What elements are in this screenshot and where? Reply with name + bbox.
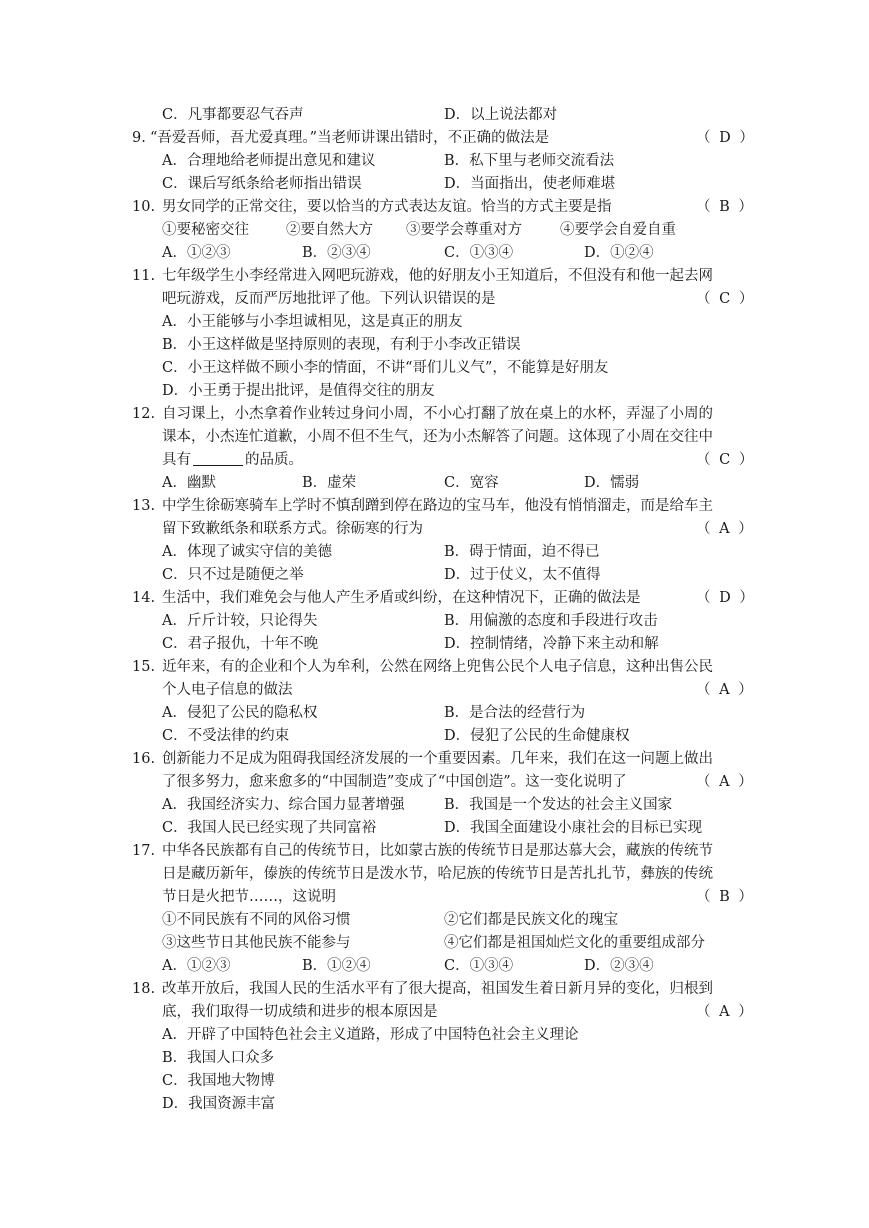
q11-option-a-line — [0, 311, 869, 333]
q14-options-cd — [0, 633, 869, 655]
q16-option-a: A．我国经济实力、综合国力显著增强 — [162, 797, 405, 813]
q12-stem-line-3 — [0, 449, 869, 471]
q16-stem-line-1 — [0, 748, 869, 770]
q15-options-ab — [0, 702, 869, 724]
q11-stem-line-2 — [0, 288, 869, 310]
q12-option-a: A．幽默 — [162, 475, 216, 491]
q10-item-2: ②要自然大方 — [286, 222, 373, 238]
q12-number: 12. — [132, 406, 156, 422]
q15-number: 15. — [132, 659, 156, 675]
q17-item-3: ③这些节日其他民族不能参与 — [162, 935, 351, 951]
q8-options-cd — [0, 104, 869, 126]
q13-answer: （ A ） — [696, 521, 755, 537]
q10-options — [0, 242, 869, 264]
q16-options-cd — [0, 817, 869, 839]
q17-item-1: ①不同民族有不同的风俗习惯 — [162, 912, 351, 928]
q15-stem-text-2: 个人电子信息的做法 — [162, 682, 293, 698]
q8-option-d: D．以上说法都对 — [444, 107, 558, 123]
q15-options-cd — [0, 725, 869, 747]
q11-stem-text-1: 七年级学生小李经常进入网吧玩游戏，他的好朋友小王知道后，不但没有和他一起去网 — [162, 268, 713, 284]
q11-option-b-line — [0, 334, 869, 356]
q15-stem-line-2 — [0, 679, 869, 701]
q15-stem-line-1 — [0, 656, 869, 678]
q17-stem-line-3 — [0, 886, 869, 908]
q16-number: 16. — [132, 751, 156, 767]
q16-stem-line-2 — [0, 771, 869, 793]
q14-number: 14. — [132, 590, 156, 606]
q9-option-d: D．当面指出，使老师难堪 — [444, 176, 616, 192]
q11-stem-text-2: 吧玩游戏，反而严厉地批评了他。下列认识错误的是 — [162, 291, 496, 307]
q11-option-b: B．小王这样做是坚持原则的表现，有利于小李改正错误 — [162, 337, 521, 353]
q15-option-a: A．侵犯了公民的隐私权 — [162, 705, 318, 721]
q13-stem-text-1: 中学生徐砺寒骑车上学时不慎刮蹭到停在路边的宝马车，他没有悄悄溜走，而是给车主 — [162, 498, 713, 514]
q12-answer: （ C ） — [696, 452, 756, 468]
q10-answer: （ B ） — [696, 199, 755, 215]
q17-stem-text-1: 中华各民族都有自己的传统节日，比如蒙古族的传统节日是那达慕大会，藏族的传统节 — [162, 843, 713, 859]
q11-stem-line-1 — [0, 265, 869, 287]
q18-option-d: D．我国资源丰富 — [162, 1096, 276, 1112]
q11-number: 11. — [132, 268, 156, 284]
q18-option-d-line — [0, 1093, 869, 1115]
q17-stem-text-2: 日是藏历新年，傣族的传统节日是泼水节，哈尼族的传统节日是苦扎扎节，彝族的传统 — [162, 866, 713, 882]
q9-options-cd — [0, 173, 869, 195]
q13-option-d: D．过于仗义，太不值得 — [444, 567, 601, 583]
q10-item-1: ①要秘密交往 — [162, 222, 249, 238]
q17-options — [0, 955, 869, 977]
q9-stem — [0, 127, 869, 149]
q16-stem-text-2: 了很多努力，愈来愈多的“中国制造”变成了“中国创造”。这一变化说明了 — [162, 774, 627, 790]
q14-option-d: D．控制情绪，冷静下来主动和解 — [444, 636, 659, 652]
q12-stem-line-2 — [0, 426, 869, 448]
q18-stem-text-2: 底，我们取得一切成绩和进步的根本原因是 — [162, 1004, 438, 1020]
q9-option-a: A．合理地给老师提出意见和建议 — [162, 153, 376, 169]
q11-option-a: A．小王能够与小李坦诚相见，这是真正的朋友 — [162, 314, 463, 330]
q12-options — [0, 472, 869, 494]
q18-stem-line-2 — [0, 1001, 869, 1023]
q12-stem-text-2: 课本，小杰连忙道歉，小周不但不生气，还为小杰解答了问题。这体现了小周在交往中 — [162, 429, 713, 445]
q10-item-4: ④要学会自爱自重 — [560, 222, 676, 238]
q18-option-b-line — [0, 1047, 869, 1069]
q11-option-d: D．小王勇于提出批评，是值得交往的朋友 — [162, 383, 435, 399]
q9-options-ab — [0, 150, 869, 172]
q9-number: 9. — [132, 130, 146, 146]
q10-option-b: B．②③④ — [302, 245, 371, 261]
q12-stem-text-3b: 的品质。 — [245, 452, 303, 468]
q17-stem-line-1 — [0, 840, 869, 862]
q11-option-d-line — [0, 380, 869, 402]
q13-number: 13. — [132, 498, 156, 514]
q14-stem-text: 生活中，我们难免会与他人产生矛盾或纠纷，在这种情况下，正确的做法是 — [162, 590, 641, 606]
q16-stem-text-1: 创新能力不足成为阻碍我国经济发展的一个重要因素。几年来，我们在这一问题上做出 — [162, 751, 713, 767]
q11-option-c: C．小王这样做不顾小李的情面，不讲“哥们儿义气”，不能算是好朋友 — [162, 360, 609, 376]
q17-items-34 — [0, 932, 869, 954]
q13-stem-line-1 — [0, 495, 869, 517]
q17-option-d: D．②③④ — [584, 958, 654, 974]
q18-answer: （ A ） — [696, 1004, 755, 1020]
q14-answer: （ D ） — [696, 590, 756, 606]
q13-option-a: A．体现了诚实守信的美德 — [162, 544, 332, 560]
q10-stem-text: 男女同学的正常交往，要以恰当的方式表达友谊。恰当的方式主要是指 — [162, 199, 612, 215]
q18-option-b: B．我国人口众多 — [162, 1050, 275, 1066]
q17-answer: （ B ） — [696, 889, 755, 905]
q17-option-c: C．①③④ — [444, 958, 514, 974]
q16-option-c: C．我国人民已经实现了共同富裕 — [162, 820, 377, 836]
q11-answer: （ C ） — [696, 291, 756, 307]
q18-option-a-line — [0, 1024, 869, 1046]
q16-option-b: B．我国是一个发达的社会主义国家 — [444, 797, 673, 813]
q14-stem — [0, 587, 869, 609]
q13-options-cd — [0, 564, 869, 586]
q14-option-a: A．斤斤计较，只论得失 — [162, 613, 318, 629]
q13-options-ab — [0, 541, 869, 563]
q18-stem-text-1: 改革开放后，我国人民的生活水平有了很大提高，祖国发生着日新月异的变化，归根到 — [162, 981, 713, 997]
q9-option-b: B．私下里与老师交流看法 — [444, 153, 615, 169]
q10-option-c: C．①③④ — [444, 245, 514, 261]
q12-fill-blank — [193, 451, 243, 466]
q12-stem-line-1 — [0, 403, 869, 425]
q13-option-c: C．只不过是随便之举 — [162, 567, 304, 583]
q14-option-c: C．君子报仇，十年不晚 — [162, 636, 319, 652]
q13-stem-text-2: 留下致歉纸条和联系方式。徐砺寒的行为 — [162, 521, 423, 537]
q13-stem-line-2 — [0, 518, 869, 540]
q18-stem-line-1 — [0, 978, 869, 1000]
q17-stem-line-2 — [0, 863, 869, 885]
q17-item-4: ④它们都是祖国灿烂文化的重要组成部分 — [444, 935, 705, 951]
q18-option-a: A．开辟了中国特色社会主义道路，形成了中国特色社会主义理论 — [162, 1027, 579, 1043]
q15-option-b: B．是合法的经营行为 — [444, 705, 586, 721]
q10-option-d: D．①②④ — [584, 245, 654, 261]
q18-option-c: C．我国地大物博 — [162, 1073, 275, 1089]
q10-items — [0, 219, 869, 241]
q11-option-c-line — [0, 357, 869, 379]
q10-option-a: A．①②③ — [162, 245, 231, 261]
q9-option-c: C．课后写纸条给老师指出错误 — [162, 176, 362, 192]
q17-option-b: B．①②④ — [302, 958, 371, 974]
q10-number: 10. — [132, 199, 156, 215]
q15-stem-text-1: 近年来，有的企业和个人为牟利，公然在网络上兜售公民个人电子信息，这种出售公民 — [162, 659, 713, 675]
q15-option-c: C．不受法律的约束 — [162, 728, 290, 744]
q12-option-b: B．虚荣 — [302, 475, 357, 491]
q17-item-2: ②它们都是民族文化的瑰宝 — [444, 912, 618, 928]
q15-option-d: D．侵犯了公民的生命健康权 — [444, 728, 630, 744]
q15-answer: （ A ） — [696, 682, 755, 698]
q10-stem — [0, 196, 869, 218]
q12-stem-text-1: 自习课上，小杰拿着作业转过身问小周，不小心打翻了放在桌上的水杯，弄湿了小周的 — [162, 406, 713, 422]
q10-item-3: ③要学会尊重对方 — [406, 222, 522, 238]
q16-options-ab — [0, 794, 869, 816]
q14-option-b: B．用偏激的态度和手段进行攻击 — [444, 613, 658, 629]
q9-stem-text: “吾爱吾师，吾尤爱真理。”当老师讲课出错时，不正确的做法是 — [150, 130, 550, 146]
q12-option-d: D．懦弱 — [584, 475, 640, 491]
q17-stem-text-3: 节日是火把节……，这说明 — [162, 889, 336, 905]
q18-number: 18. — [132, 981, 156, 997]
q12-stem-text-3a: 具有 — [162, 452, 191, 468]
q8-option-c: C．凡事都要忍气吞声 — [162, 107, 304, 123]
q14-options-ab — [0, 610, 869, 632]
q17-number: 17. — [132, 843, 156, 859]
q17-items-12 — [0, 909, 869, 931]
q9-answer: （ D ） — [696, 130, 756, 146]
q13-option-b: B．碍于情面，迫不得已 — [444, 544, 600, 560]
q17-option-a: A．①②③ — [162, 958, 231, 974]
q18-option-c-line — [0, 1070, 869, 1092]
q16-option-d: D．我国全面建设小康社会的目标已实现 — [444, 820, 703, 836]
q16-answer: （ A ） — [696, 774, 755, 790]
q12-stem-text-3 — [162, 449, 303, 471]
q12-option-c: C．宽容 — [444, 475, 499, 491]
